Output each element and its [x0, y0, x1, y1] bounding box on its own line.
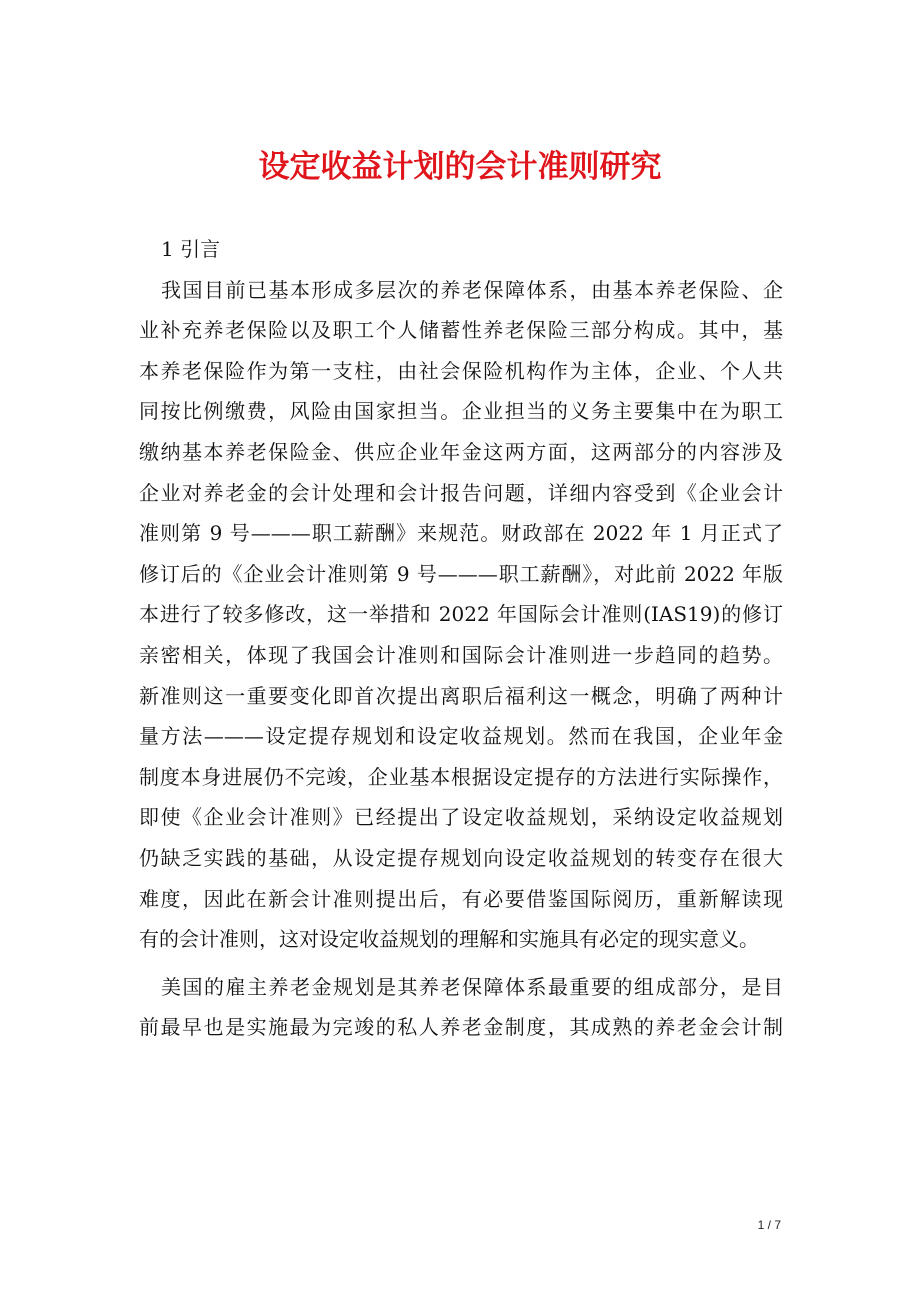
- paragraph-line: 即使《企业会计准则》已经提出了设定收益规划，采纳设定收益规划: [139, 805, 783, 830]
- paragraph-line: 亲密相关，体现了我国会计准则和国际会计准则进一步趋同的趋势。: [139, 642, 783, 667]
- paragraph-line: 前最早也是实施最为完竣的私人养老金制度，其成熟的养老金会计制: [139, 1015, 783, 1040]
- paragraph-line: 修订后的《企业会计准则第 9 号———职工薪酬》，对此前 2022 年版: [139, 561, 783, 586]
- paragraph-line: 制度本身进展仍不完竣，企业基本根据设定提存的方法进行实际操作，: [139, 764, 783, 789]
- paragraph-line: 缴纳基本养老保险金、供应企业年金这两方面，这两部分的内容涉及: [139, 439, 783, 464]
- paragraph-line: 难度，因此在新会计准则提出后，有必要借鉴国际阅历，重新解读现: [139, 886, 783, 911]
- paragraph-2: [139, 967, 783, 1048]
- section-heading: 1 引言: [161, 237, 221, 261]
- paragraph-gap: [139, 960, 783, 967]
- paragraph-line: 本养老保险作为第一支柱，由社会保险机构作为主体，企业、个人共: [139, 358, 783, 383]
- paragraph-line: 量方法———设定提存规划和设定收益规划。然而在我国，企业年金: [139, 724, 783, 749]
- paragraph-line: 有的会计准则，这对设定收益规划的理解和实施具有必定的现实意义。: [139, 927, 759, 952]
- paragraph-line: 美国的雇主养老金规划是其养老保障体系最重要的组成部分，是目: [161, 974, 783, 999]
- paragraph-line: 本进行了较多修改，这一举措和 2022 年国际会计准则(IAS19)的修订: [139, 602, 783, 627]
- page-number: 1 / 7: [757, 1218, 781, 1232]
- document-title: 设定收益计划的会计准则研究: [258, 149, 662, 185]
- paragraph-line: 仍缺乏实践的基础，从设定提存规划向设定收益规划的转变存在很大: [139, 845, 783, 870]
- paragraph-line: 同按比例缴费，风险由国家担当。企业担当的义务主要集中在为职工: [139, 399, 783, 424]
- paragraph-line: 企业对养老金的会计处理和会计报告问题，详细内容受到《企业会计: [139, 480, 783, 505]
- document-body: [139, 229, 783, 1048]
- paragraph-line: 准则第 9 号———职工薪酬》来规范。财政部在 2022 年 1 月正式了: [139, 521, 783, 546]
- paragraph-1: [139, 270, 783, 960]
- paragraph-line: 业补充养老保险以及职工个人储蓄性养老保险三部分构成。其中，基: [139, 318, 783, 343]
- paragraph-line: 我国目前已基本形成多层次的养老保障体系，由基本养老保险、企: [161, 277, 783, 302]
- paragraph-line: 新准则这一重要变化即首次提出离职后福利这一概念，明确了两种计: [139, 683, 783, 708]
